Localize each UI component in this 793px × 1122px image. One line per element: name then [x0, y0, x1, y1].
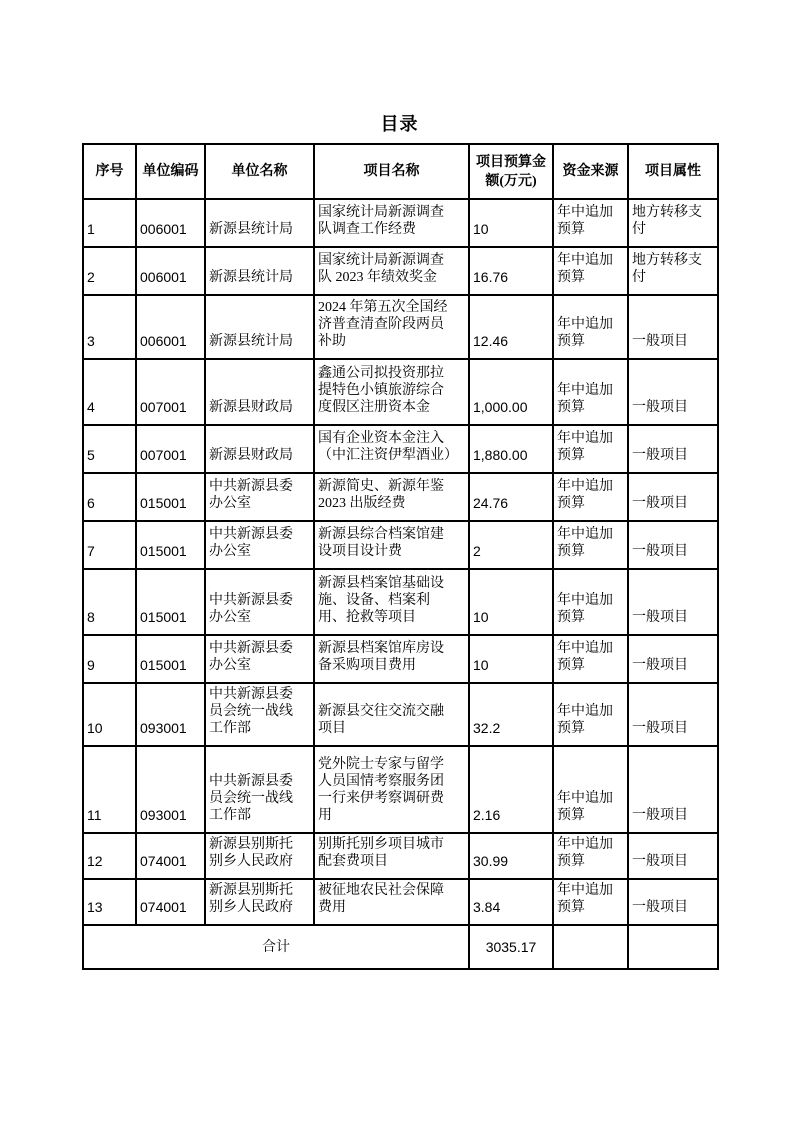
- cell-index: 12: [83, 833, 136, 879]
- cell-project-name: 2024 年第五次全国经济普查清查阶段两员补助: [314, 295, 469, 359]
- cell-amount: 10: [469, 635, 553, 683]
- cell-unit-code: 093001: [136, 683, 205, 746]
- table-row: [83, 746, 718, 833]
- cell-project-name: 别斯托别乡项目城市配套费项目: [314, 833, 469, 879]
- total-empty-source-cell: [553, 925, 628, 969]
- total-amount-cell: 3035.17: [469, 925, 553, 969]
- cell-unit-name: 中共新源县委办公室: [205, 569, 314, 635]
- cell-funding-source: 年中追加预算: [553, 521, 628, 569]
- cell-unit-name: 新源县别斯托别乡人民政府: [205, 833, 314, 879]
- cell-amount: 32.2: [469, 683, 553, 746]
- cell-amount: 10: [469, 199, 553, 247]
- cell-unit-code: 015001: [136, 569, 205, 635]
- cell-unit-code: 015001: [136, 635, 205, 683]
- cell-project-attr: 一般项目: [628, 521, 718, 569]
- cell-project-attr: 一般项目: [628, 569, 718, 635]
- cell-unit-name: 中共新源县委办公室: [205, 521, 314, 569]
- page-title: 目录: [380, 114, 419, 134]
- cell-index: 2: [83, 247, 136, 295]
- cell-unit-code: 006001: [136, 199, 205, 247]
- cell-project-attr: 一般项目: [628, 359, 718, 425]
- table-row: [83, 473, 718, 521]
- cell-amount: 1,000.00: [469, 359, 553, 425]
- cell-unit-code: 074001: [136, 879, 205, 925]
- cell-project-name: 新源县交往交流交融项目: [314, 683, 469, 746]
- cell-index: 13: [83, 879, 136, 925]
- cell-project-name: 鑫通公司拟投资那拉提特色小镇旅游综合度假区注册资本金: [314, 359, 469, 425]
- cell-amount: 30.99: [469, 833, 553, 879]
- cell-unit-name: 中共新源县委办公室: [205, 635, 314, 683]
- table-row: [83, 635, 718, 683]
- cell-unit-code: 015001: [136, 521, 205, 569]
- cell-project-name: 新源县档案馆库房设备采购项目费用: [314, 635, 469, 683]
- table-row: [83, 295, 718, 359]
- cell-unit-name: 中共新源县委办公室: [205, 473, 314, 521]
- cell-amount: 1,880.00: [469, 425, 553, 473]
- cell-unit-name: 新源县财政局: [205, 425, 314, 473]
- cell-index: 4: [83, 359, 136, 425]
- cell-unit-name: 新源县统计局: [205, 199, 314, 247]
- cell-index: 10: [83, 683, 136, 746]
- table-row: [83, 359, 718, 425]
- cell-project-name: 国有企业资本金注入（中汇注资伊犁酒业）: [314, 425, 469, 473]
- total-label-cell: 合计: [83, 925, 469, 969]
- cell-index: 6: [83, 473, 136, 521]
- cell-project-attr: 一般项目: [628, 879, 718, 925]
- col-header-funding-source: 资金来源: [553, 144, 628, 199]
- cell-funding-source: 年中追加预算: [553, 359, 628, 425]
- cell-project-attr: 地方转移支付: [628, 199, 718, 247]
- cell-amount: 2.16: [469, 746, 553, 833]
- table-row: [83, 521, 718, 569]
- cell-unit-name: 中共新源县委员会统一战线工作部: [205, 683, 314, 746]
- cell-project-name: 党外院士专家与留学人员国情考察服务团一行来伊考察调研费用: [314, 746, 469, 833]
- cell-project-name: 国家统计局新源调查队 2023 年绩效奖金: [314, 247, 469, 295]
- cell-project-attr: 一般项目: [628, 295, 718, 359]
- col-header-unit-code: 单位编码: [136, 144, 205, 199]
- cell-index: 3: [83, 295, 136, 359]
- cell-funding-source: 年中追加预算: [553, 683, 628, 746]
- cell-unit-code: 006001: [136, 295, 205, 359]
- cell-unit-code: 007001: [136, 359, 205, 425]
- table-row: [83, 425, 718, 473]
- cell-project-name: 国家统计局新源调查队调查工作经费: [314, 199, 469, 247]
- total-row: [83, 925, 718, 969]
- budget-directory-table: [82, 143, 719, 970]
- cell-project-attr: 地方转移支付: [628, 247, 718, 295]
- table-row: [83, 833, 718, 879]
- cell-project-attr: 一般项目: [628, 425, 718, 473]
- cell-index: 11: [83, 746, 136, 833]
- cell-unit-name: 新源县统计局: [205, 247, 314, 295]
- cell-funding-source: 年中追加预算: [553, 247, 628, 295]
- cell-funding-source: 年中追加预算: [553, 473, 628, 521]
- table-row: [83, 879, 718, 925]
- cell-funding-source: 年中追加预算: [553, 295, 628, 359]
- cell-funding-source: 年中追加预算: [553, 833, 628, 879]
- cell-amount: 16.76: [469, 247, 553, 295]
- header-row: [83, 144, 718, 199]
- cell-amount: 12.46: [469, 295, 553, 359]
- cell-index: 8: [83, 569, 136, 635]
- cell-project-attr: 一般项目: [628, 683, 718, 746]
- cell-unit-code: 015001: [136, 473, 205, 521]
- cell-amount: 10: [469, 569, 553, 635]
- table-row: [83, 199, 718, 247]
- cell-unit-name: 新源县财政局: [205, 359, 314, 425]
- cell-index: 9: [83, 635, 136, 683]
- col-header-budget-amount: 项目预算金额(万元): [469, 144, 553, 199]
- cell-index: 5: [83, 425, 136, 473]
- cell-unit-code: 074001: [136, 833, 205, 879]
- cell-project-name: 新源县综合档案馆建设项目设计费: [314, 521, 469, 569]
- cell-funding-source: 年中追加预算: [553, 879, 628, 925]
- cell-amount: 2: [469, 521, 553, 569]
- cell-amount: 3.84: [469, 879, 553, 925]
- cell-unit-code: 006001: [136, 247, 205, 295]
- cell-unit-code: 093001: [136, 746, 205, 833]
- cell-project-name: 新源县档案馆基础设施、设备、档案利用、抢救等项目: [314, 569, 469, 635]
- cell-project-name: 新源简史、新源年鉴2023 出版经费: [314, 473, 469, 521]
- table-row: [83, 247, 718, 295]
- cell-index: 1: [83, 199, 136, 247]
- cell-funding-source: 年中追加预算: [553, 425, 628, 473]
- cell-unit-name: 新源县统计局: [205, 295, 314, 359]
- col-header-project-attr: 项目属性: [628, 144, 718, 199]
- table-row: [83, 683, 718, 746]
- cell-project-attr: 一般项目: [628, 833, 718, 879]
- cell-funding-source: 年中追加预算: [553, 635, 628, 683]
- cell-project-attr: 一般项目: [628, 635, 718, 683]
- cell-funding-source: 年中追加预算: [553, 569, 628, 635]
- total-empty-attr-cell: [628, 925, 718, 969]
- cell-funding-source: 年中追加预算: [553, 199, 628, 247]
- cell-project-name: 被征地农民社会保障费用: [314, 879, 469, 925]
- cell-amount: 24.76: [469, 473, 553, 521]
- cell-unit-name: 新源县别斯托别乡人民政府: [205, 879, 314, 925]
- cell-project-attr: 一般项目: [628, 746, 718, 833]
- cell-project-attr: 一般项目: [628, 473, 718, 521]
- table-row: [83, 569, 718, 635]
- col-header-project-name: 项目名称: [314, 144, 469, 199]
- cell-index: 7: [83, 521, 136, 569]
- col-header-index: 序号: [83, 144, 136, 199]
- col-header-unit-name: 单位名称: [205, 144, 314, 199]
- cell-funding-source: 年中追加预算: [553, 746, 628, 833]
- cell-unit-name: 中共新源县委员会统一战线工作部: [205, 746, 314, 833]
- cell-unit-code: 007001: [136, 425, 205, 473]
